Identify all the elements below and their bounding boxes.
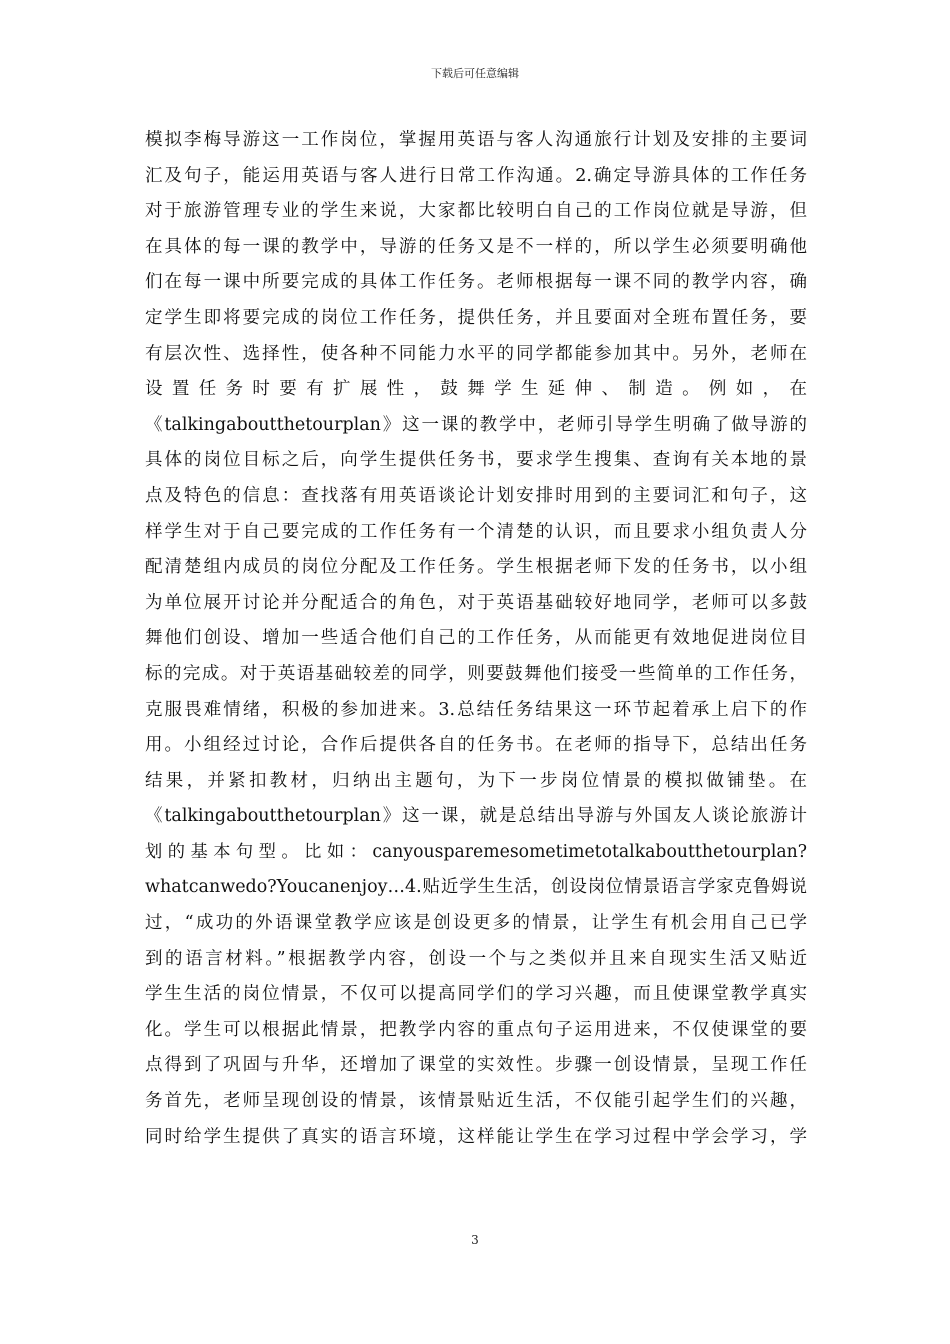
paragraph-line: 为单位展开讨论并分配适合的角色，对于英语基础较好地同学，老师可以多鼓 — [145, 592, 807, 613]
paragraph-line: 点得到了巩固与升华，还增加了课堂的实效性。步骤一创设情景，呈现工作任 — [145, 1055, 807, 1076]
paragraph-line: 模拟李梅导游这一工作岗位，掌握用英语与客人沟通旅行计划及安排的主要词 — [145, 130, 807, 150]
paragraph-line: 用。小组经过讨论，合作后提供各自的任务书。在老师的指导下，总结出任务 — [145, 735, 807, 756]
paragraph-line: 《talkingaboutthetourplan》这一课的教学中，老师引导学生明确了做导游的 — [145, 414, 807, 435]
paragraph-line: 克服畏难情绪，积极的参加进来。3.总结任务结果这一环节起着承上启下的作 — [145, 699, 807, 720]
paragraph-line: 在具体的每一课的教学中，导游的任务又是不一样的，所以学生必须要明确他 — [145, 236, 807, 257]
paragraph-line: 们在每一课中所要完成的具体工作任务。老师根据每一课不同的教学内容，确 — [145, 272, 807, 293]
paragraph-line: 设 置 任 务 时 要 有 扩 展 性 ， 鼓 舞 学 生 延 伸 、 制 造 。 例 如 ， 在 — [145, 379, 807, 400]
document-body — [145, 123, 807, 1155]
paragraph-line: 到的语言材料。”根据教学内容，创设一个与之类似并且来自现实生活又贴近 — [145, 948, 807, 969]
paragraph-line: 化。学生可以根据此情景，把教学内容的重点句子运用进来，不仅使课堂的要 — [145, 1019, 807, 1040]
paragraph-line: 标的完成。对于英语基础较差的同学，则要鼓舞他们接受一些简单的工作任务， — [145, 663, 807, 684]
paragraph-line: 对于旅游管理专业的学生来说，大家都比较明白自己的工作岗位就是导游，但 — [145, 201, 807, 222]
paragraph-line: 同时给学生提供了真实的语言环境，这样能让学生在学习过程中学会学习，学 — [145, 1126, 807, 1147]
paragraph-line: whatcanwedo?Youcanenjoy…4.贴近学生生活，创设岗位情景语言学家克鲁姆说 — [145, 877, 807, 898]
paragraph-line: 舞他们创设、增加一些适合他们自己的工作任务，从而能更有效地促进岗位目 — [145, 628, 807, 649]
paragraph-line: 有层次性、选择性，使各种不同能力水平的同学都能参加其中。另外，老师在 — [145, 343, 807, 364]
page-header: 下载后可任意编辑 — [431, 67, 519, 80]
paragraph-line: 定学生即将要完成的岗位工作任务，提供任务，并且要面对全班布置任务，要 — [145, 307, 807, 328]
paragraph-line: 《talkingaboutthetourplan》这一课，就是总结出导游与外国友人谈论旅游计 — [145, 806, 807, 827]
paragraph-line: 务首先，老师呈现创设的情景，该情景贴近生活，不仅能引起学生们的兴趣， — [145, 1091, 807, 1112]
paragraph-line: 汇及句子，能运用英语与客人进行日常工作沟通。2.确定导游具体的工作任务 — [145, 165, 807, 186]
page-number: 3 — [471, 1233, 479, 1247]
paragraph-line: 划 的 基 本 句 型 。 比 如 ： canyousparemesometimetotalkaboutthetourplan? — [145, 841, 807, 862]
paragraph-line: 样学生对于自己要完成的工作任务有一个清楚的认识，而且要求小组负责人分 — [145, 521, 807, 542]
paragraph-line: 配清楚组内成员的岗位分配及工作任务。学生根据老师下发的任务书，以小组 — [145, 557, 807, 578]
paragraph-line: 具体的岗位目标之后，向学生提供任务书，要求学生搜集、查询有关本地的景 — [145, 450, 807, 471]
paragraph-line: 点及特色的信息：查找落有用英语谈论计划安排时用到的主要词汇和句子，这 — [145, 485, 807, 506]
paragraph-line: 学生生活的岗位情景，不仅可以提高同学们的学习兴趣，而且使课堂教学真实 — [145, 984, 807, 1005]
paragraph-line: 结果，并紧扣教材，归纳出主题句，为下一步岗位情景的模拟做铺垫。在 — [145, 770, 807, 791]
paragraph-line: 过，“成功的外语课堂教学应该是创设更多的情景，让学生有机会用自己已学 — [145, 913, 807, 934]
